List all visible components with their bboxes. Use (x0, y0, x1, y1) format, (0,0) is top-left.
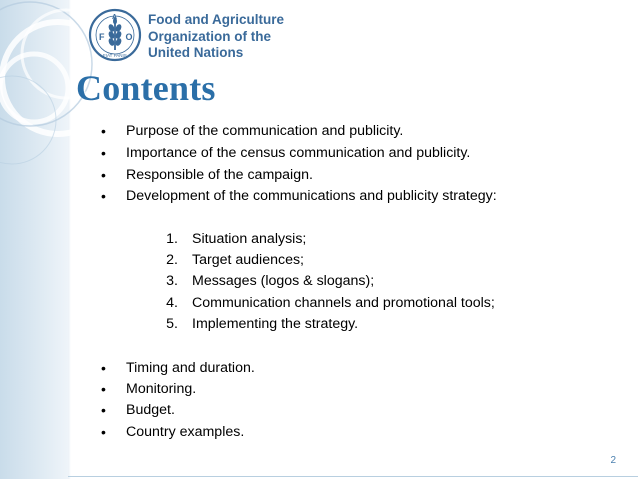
bullet-glyph: • (101, 381, 106, 397)
org-name-line-3: United Nations (148, 45, 244, 60)
bullet-glyph: • (101, 167, 106, 183)
item-text: Communication channels and promotional tools; (192, 295, 495, 311)
org-name-line-2: Organization of the (148, 28, 271, 44)
org-name-line-1: Food and Agriculture (148, 12, 284, 27)
item-text: Situation analysis; (192, 231, 307, 247)
bullet-glyph: • (101, 123, 106, 139)
logo-motto: FIAT PANIS (103, 53, 127, 58)
slide-title: Contents (76, 68, 216, 108)
bullet-text: Purpose of the communication and publicity. (126, 123, 404, 139)
bullet-text: Development of the communications and publicity strategy: (126, 188, 497, 204)
bullet-text: Budget. (126, 402, 175, 418)
item-number: 5. (166, 316, 178, 332)
bullet-text: Country examples. (126, 424, 245, 440)
item-number: 3. (166, 273, 178, 289)
item-text: Target audiences; (192, 252, 304, 268)
logo-letter-f: F (99, 32, 105, 42)
bullet-glyph: • (101, 424, 106, 440)
bullet-glyph: • (101, 145, 106, 161)
item-text: Implementing the strategy. (192, 316, 359, 332)
bullet-glyph: • (101, 360, 106, 376)
item-text: Messages (logos & slogans); (192, 273, 375, 289)
logo-letter-o: O (125, 32, 133, 42)
logo-letter-a: A (112, 14, 118, 21)
bullet-text: Timing and duration. (126, 360, 255, 376)
bullet-text: Importance of the census communication and publicity. (126, 145, 471, 161)
bullet-glyph: • (101, 188, 106, 204)
bullet-text: Responsible of the campaign. (126, 167, 313, 183)
bullet-glyph: • (101, 402, 106, 418)
item-number: 4. (166, 295, 178, 311)
bullet-text: Monitoring. (126, 381, 197, 397)
item-number: 1. (166, 231, 178, 247)
item-number: 2. (166, 252, 178, 268)
page-number: 2 (610, 455, 616, 466)
